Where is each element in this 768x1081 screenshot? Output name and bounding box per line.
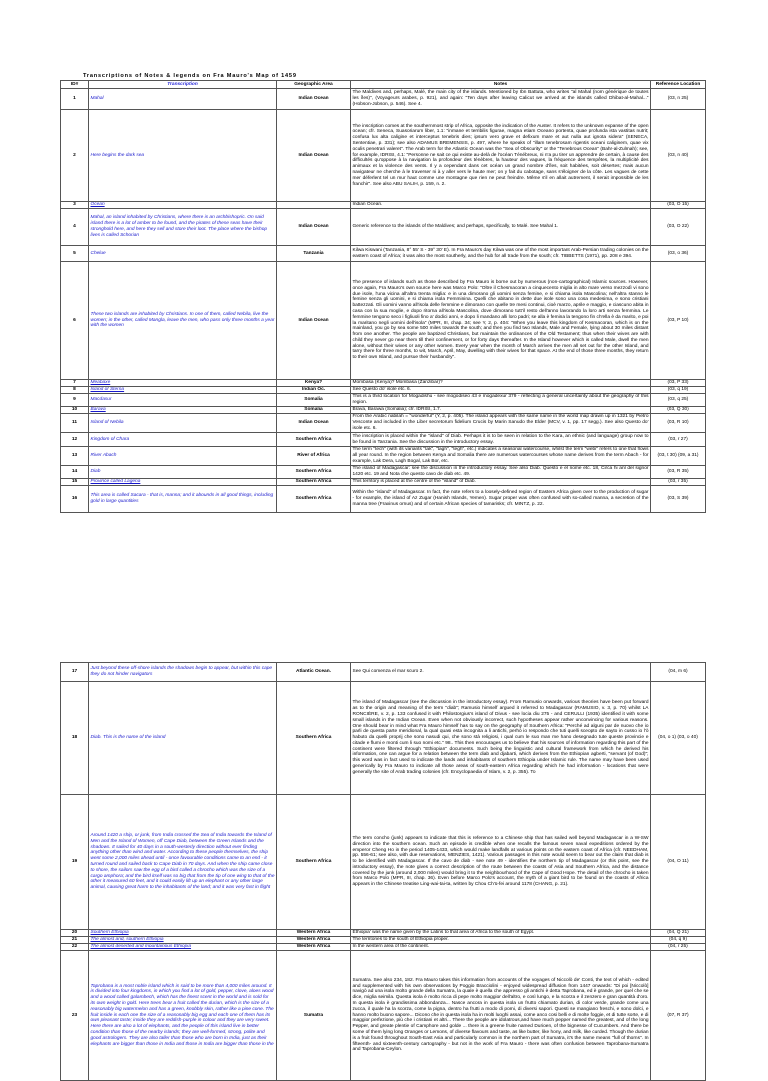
table-row xyxy=(61,202,706,209)
cell-geographic-area: Southern Africa xyxy=(277,466,351,479)
cell-reference-location: (03, O 15) xyxy=(651,202,706,209)
cell-id: 18 xyxy=(61,682,89,795)
cell-id: 13 xyxy=(61,447,89,466)
cell-notes: Generic reference to the islands of the Maldives; and perhaps, specifically, to Malé. See Mahal 1. xyxy=(351,209,651,246)
cell-id: 19 xyxy=(61,795,89,930)
cell-transcription: Macdasur xyxy=(89,394,277,407)
cell-reference-location: (03, Q 30) xyxy=(651,407,706,414)
table-row xyxy=(61,479,706,486)
cell-id: 14 xyxy=(61,466,89,479)
cell-transcription: Southern Ethiopia xyxy=(89,930,277,937)
cell-id: 1 xyxy=(61,89,89,110)
cell-notes: The inscription comes at the southernmost strip of Africa, opposite the indication of the Auster. It refers to the unknown expanse of the open ocean; cfr. Seneca, Suasoriarum liber, 1.1: "inmane et terribilis figurae, magna etiam Oceano portenta, quae profunda ista vastitas nutrit; confusa lux alta caligine et interceptus tenebris dies; ipsum vero grave et defixum mare et aut nulla aut ignota sidera" (SENECA, Sententiae, p. 331); see also ADAMUS BREMENSIS, p. 497, where he speaks of "illam tenebrosam rigentis oceani caliginem, quae vix oculis penetrari valeret". The Arab term for the Atlantic Ocean was the "Sea of Obscurity" or the "Tenebrous Ocean" (Bahr-al-Zulmah); see, for example, IDRISI, 4.1: "Personne ne sait ce qui existe au-delà de l'océan Ténébreux, ni n'a pu tirer un apprendre de certain, à cause des difficultés qu'oppose à la navigation la profondeur des ténèbres, la hauteur des vagues, la fréquence des tempêtes, la multiplicité des animaux et la violence des vents. Il y a cependant dans cet océan un grand nombre d'îles, soit habitées, soit désertes; mais aucun navigateur ne cherche à le traverser ni à y aller vers le haute mer; on y fait du cabotage, sans s'éloigner de la côte. Les vagues de cette mer déferlent tel un mur haut comme une montagne que rien ne peut freindre. Même s'il en allait autrement, il serait impossible de les franchir". See also ABU SALIH, p. 159, n. 2. xyxy=(351,110,651,202)
cell-reference-location: (03, P 10) xyxy=(651,262,706,380)
cell-notes: The island of Madagascar: see the discussion in the introductory essay. See also Diab. Questo e el nome etc. 18, Circa hi anl del signor 1420 etc. 19 and Nota che questo cavo de diab etc. 49. xyxy=(352,466,649,477)
table-row xyxy=(61,663,706,682)
cell-notes: The island of Madagascar (see the discussion in the introductory essay). From Ramusio onwards, various theories have been put forward as to the origin and meaning of the term "diab"; Ramusio himself argued it referred to Madagascar (RAMUSIO, v. 3, p. 70) whilst LA RONCIÈRE, v. 2, p. 133 confused it with Philostorgius's island of Divus - see locia diu 275 - and CERULLI (1935) identified it with some small islands in the Indian Ocean. Even when not obviously incorrect, such hypotheses appear rather unconvincing for various reasons. One should bear in mind what Fra Mauro himself has to say on the geography of Southern Africa: "Perché ad alguni par de nuovo che io parli de questa parte meridional, la qual quasi esta incognita a li antichi, perhò io respondo che tuti quelli sceopto de sayto in cusso io l'ò habuto da quelli proprij che sono nasudi qui, che sono stà religiosi, i qual cum le suo man me hano desegnado tute queste provincie e citade e flumi e monti cum li suo nomi etc." 98.. This then encourages us to believe that his sources of information regarding this part of the continent were filtered through "Ethiopian" documents. Such being the linguistic and cultural framework from which he derived his information, one can argue for a relation between the term diab and djabarti, which derives from the Ethiopian agberti, "servant (of God)"; this word was in fact used to indicate the lands and inhabitants of southern Ethiopia under Islamic rule. The name may have been used generically by Fra Mauro to indicate all those areas of south-eastern Africa regarding which he had information - locations that were generally the site of Arab trading colonies (cfr. Encyclopaedia of Islam, v. 2, p. 355). To xyxy=(351,682,651,795)
table-row xyxy=(61,447,706,466)
cell-reference-location: (03, O 22) xyxy=(651,209,706,246)
cell-geographic-area: Southern Africa xyxy=(277,682,351,795)
cell-id: 12 xyxy=(61,433,89,447)
cell-transcription: Province called Lagena xyxy=(89,479,277,486)
cell-notes: This is a third location for Mogadishu - see mogodiseo 43 e mogadexur 379 - reflecting a general uncertainty about the geography of this region. xyxy=(352,394,649,405)
cell-geographic-area: Southern Africa xyxy=(277,795,351,930)
cell-notes: The territories to the south of Ethiopia proper. xyxy=(351,937,651,944)
table-row xyxy=(61,387,706,394)
header-transcription: Transcription xyxy=(89,81,277,89)
sheet-page-2 xyxy=(60,662,705,1081)
cell-id: 11 xyxy=(61,414,89,433)
table-row xyxy=(61,209,706,246)
table-row xyxy=(61,466,706,479)
header-id: ID# xyxy=(61,81,89,89)
table-row xyxy=(61,433,706,447)
cell-notes: The term "tech" (with its variants "tak", "tagh", "tegh", etc.) indicates a seasonal watercourse, whilst the term "webi" refers to one that flows all year round. In the region between Kenya and Somalia there are numerous watercourses whose name derives from the term Abach - for example, Lak Dera, Lagh Bogal, Lak Bor, etc. xyxy=(352,447,649,464)
cell-transcription: Around 1420 a ship, or junk, from India crossed the Sea of India towards the Island of Men and the Island of Women, off Cape Diab, between the Green Islands and the shadows. It sailed for 40 days in a south-westerly direction without ever finding anything other than wind and water. According to these people themselves, the ship went some 2,000 miles ahead until - once favourable conditions came to an end - it turned round and sailed back to Cape Diab in 70 days. And when the ship came close to shore, the sailors saw the egg of a bird called a chrocho which was the size of a cargo amphora; and the bird itself was so big that from the tip of one wing to that of the other it measured 60 feet, and it could easily lift up an elephant or any other large animal, causing great harm to the inhabitants of the land; and it was very fast in flight xyxy=(89,795,277,930)
cell-id: 21 xyxy=(61,937,89,944)
cell-id: 2 xyxy=(61,110,89,202)
cell-transcription: Ocean xyxy=(89,202,277,209)
cell-id: 16 xyxy=(61,486,89,513)
cell-notes: Kilwa Kiswani (Tanzania, 8° 55' S - 39° 30' E). In Fra Mauro's day Kilwa was one of the most important Arab-Persian trading colonies on the eastern coast of Africa; it was also the most southerly, and the hub for all trade from the south; cfr. TIBBETTS (1971), pp. 208 e 394. xyxy=(351,246,651,262)
cell-notes: Within the "island" of Madagascar. In fact, the note refers to a loosely-defined region of Eastern Africa given over to the production of sugar - for example, the island of Az Zugar (Hanish Islands, Yemen). Sugar proper was often confused with so-called manna, a secretion of the manna tree (Fraxinus ornus) and of certain African species of tamarisks; cfr. MINTZ, p. 22. xyxy=(351,486,651,513)
cell-notes: Brava, Barawa (Somalia); cfr. IDRISI, 1.7. xyxy=(351,407,651,414)
cell-transcription: This area is called Sacara - that is, manna; and it abounds in all good things, including gold in large quantities xyxy=(89,486,277,513)
cell-geographic-area: Atlantic Ocean. xyxy=(277,663,351,682)
cell-id: 5 xyxy=(61,246,89,262)
cell-transcription: The almost arid, southern Ethiopia xyxy=(89,937,277,944)
table-row xyxy=(61,930,706,937)
cell-notes: The Maldives and, perhaps, Malé, the main city of the islands. Mentioned by Ibn Battuta, who writes "al Mahal (nom générique de toutes les îles)", (Voyageurs arabes, p. 921), and again: "Ten days after leaving Calicut we arrived at the islands called Dhibat-al-Mahal..." (Hobson-Jobson, p. 546). See 4. xyxy=(351,89,651,110)
cell-reference-location: (04, Q 21) xyxy=(651,930,706,937)
cell-transcription: Island of Nebila xyxy=(89,414,277,433)
cell-id: 22 xyxy=(61,944,89,951)
cell-transcription: Meabaxe xyxy=(89,380,277,387)
cell-notes: See Qui comenza el mar scuro 2. xyxy=(351,663,651,682)
cell-notes: Sumatra. See also 234, 182. Fra Mauro takes this information from accounts of the voyages of Niccolò de' Conti, the text of which - edited and supplemented with his own observations by Poggio Bracciolini - enjoyed widespread diffusion from 1447 onwards: "Di poi [Niccolò] navigò ad una isola molto grande della Sumatra, la quale è quella che appresso gli antichi è detta Taprobana, ed è grande, per quel che se dice, miglia seimila. Questa isola è molto ricca di pepe molto maggior dell'altro, e così lungo, e la scorza e il zenzero e gran quantità d'oro. In questa isola è grandissima abbondanza... Nasce ancora in questa isola un frutto chiamato durian, di color verde, grande come una zucca, il quale ha la scorza, come la pigna, dentro ha frutti a modo di pomi, di diversi sapori. Questi se mangiano freschi, e sono dolci, e hanno molto buono sapore... Dicono che in questa isola ha in molti luoghi assai, come anco cosi belli e di molte foggie, et di tutte sorte, e di maggior perfezione, più che i cristiani et altri... There the people are idolatrous,and have much pepper named the greatest, and of the long Pepper, and greate plentie of Camphore and golde ... there is a greene fruite named Durioen, of the bignesse of Cucumbers. And there be some of them lying long Oranges or Lemons, of diverse flavours and taste, as like butter, like hony, and milk, like curded. Though the durian is a fruit found throughout South-East Asia and particularly common in the northern part of Sumatra, it's the name means "full of thorns". In fifteenth- and sixteenth-century cartography - but not in the work of Fra Mauro - there was often confusion between Taprobana-Sumatra and Taprobana-Ceylon. xyxy=(351,951,651,1081)
table-row xyxy=(61,682,706,795)
cell-geographic-area: Somalia xyxy=(277,394,351,407)
cell-id: 7 xyxy=(61,380,89,387)
cell-notes: The term concho (junk) appears to indicate that this is reference to a Chinese ship that has sailed well beyond Madagascar in a W-SW direction into the southern ocean. Such an episode is credible when one recalls the famous seven naval expeditions ordered by the emperor Cheng Ho in the period 1405-1433, which would make landfalls at various points on the eastern coast of Africa (cfr. NEEDHAM, pp. 556-61; see also, with due reservations, MENZIES, 1421). Various passages in this note would seem to bear out the claim that diab is to be identified with Madagascar. If the cavo de diab - see note 49 - identifies the northern tip of Madagascar (or this point, see the introductory essay), the note gives a correct description of the route between the coasts of Asia and Southern Africa, and the distance covered by the junk (around 2,000 miles) would bring it to the neighbourhood of the Cape of Good Hope. The detail of the chrocho is taken from Marco Polo (MPR, III, chap. 36). Even before Marco Polo's account, the myth of a giant bird to be found on the coasts of Africa appears in the Chinese treatise Ling-wai-tai-ta, written by Chou Ch'ü-fei around 1178 (CHANG, p. 21). xyxy=(351,795,651,930)
table-row xyxy=(61,380,706,387)
cell-transcription: Diab xyxy=(89,466,277,479)
cell-transcription: Chelue xyxy=(89,246,277,262)
cell-reference-location: (03, R 35) xyxy=(651,466,706,479)
cell-geographic-area: Sumatra xyxy=(277,951,351,1081)
table-row xyxy=(61,407,706,414)
cell-id: 4 xyxy=(61,209,89,246)
cell-reference-location: (04, r 25) xyxy=(651,944,706,951)
cell-transcription: Here begins the dark sea xyxy=(89,110,277,202)
cell-geographic-area: River of Africa xyxy=(277,447,351,466)
cell-geographic-area: Southern Africa xyxy=(277,486,351,513)
cell-reference-location: (03, n 40) xyxy=(651,110,706,202)
cell-id: 3 xyxy=(61,202,89,209)
cell-transcription: Mahal, an island inhabited by Christians, where there is an archbishopric. On said island there is a lot of amber to be found, and the pirates of these seas have their stronghold here, and here they sell and store their loot. The place where the bishop lives is called Schorian xyxy=(89,209,277,246)
cell-geographic-area: Tanzania xyxy=(277,246,351,262)
table-row xyxy=(61,951,706,1081)
cell-notes: Indian Ocean. xyxy=(351,202,651,209)
table-row xyxy=(61,486,706,513)
notes-table-page-2 xyxy=(60,662,706,1081)
cell-id: 6 xyxy=(61,262,89,380)
table-body-page-1 xyxy=(61,89,706,513)
cell-notes: From the Arabic nabilah = "wonderful" (Y, 2, p. 405). The island appears with the same name in the world map drawn up in 1321 by Pietro Vesconte and included in the Liber secretorum fidelium Crucis by Marin Sanudo the Elder (MCV, v. 1, pp. 17 segg.). See also Questo do' isole etc. 6. xyxy=(352,414,649,431)
cell-transcription: Just beyond these off-shore islands the shadows begin to appear, but within this cape they do not hinder navigators xyxy=(89,663,277,682)
document-title: Transcriptions of Notes & legends on Fra Mauro's Map of 1459 xyxy=(83,73,297,79)
cell-geographic-area: Indian Ocean xyxy=(277,89,351,110)
cell-notes: This territory is placed at the centre of the "island" of Diab. xyxy=(351,479,651,486)
cell-geographic-area: Kenya? xyxy=(277,380,351,387)
header-notes: Notes xyxy=(351,81,651,89)
table-row xyxy=(61,414,706,433)
cell-transcription: These two islands are inhabited by Christians. In one of them, called Nebila, live the women; in the other, called Mangla, leave the men, who pass only three months a year with the women xyxy=(89,262,277,380)
cell-geographic-area xyxy=(277,202,351,209)
notes-table-page-1 xyxy=(60,80,706,513)
cell-transcription: The almost deserted and mountainous Ethiopia xyxy=(89,944,277,951)
cell-reference-location: (03, r 27) xyxy=(651,433,706,447)
table-row xyxy=(61,795,706,930)
sheet-page-1 xyxy=(60,72,705,513)
cell-transcription: Kingdom of Chara xyxy=(89,433,277,447)
table-row xyxy=(61,89,706,110)
cell-reference-location: (03, q 25) xyxy=(651,394,706,407)
cell-notes: The presence of islands such as those described by Fra Mauro is borne out by numerous (non-cartographical) Islamic sources. However, once again, Fra Mauro's own source here was Marco Polo: "Oltre il Chesmacoran a cinquecento miglia in alto mare verso mezzodì vi sono due isole, l'una vicina all'altra trenta miglia: e in una dimorano gli uomini senza femine, e si chiama isola Mascolina; nell'altra stanno le femine senza gli uomini, e si chiama isola Femminina. Quelli che abitano in dette due isole sono una cosa medesima, e sono cristiani battezzati. Gli uomini vanno all'isola delle femmine e dimorano con quelle tre mesi continui, cioè marzo, aprile e maggio, e ciascuno abita in casa con la sua moglie, e dopo ritorna all'isola Mascolina, dove dimorano tutt'il resto dell'anno lavorando la loro arti senza femmina. Le femmine tengono seco i figliuoli fino a' dodici anni, e dopo li mandano alli loro padri; se alla è femina la tengono fin ch'ella è da marito, e poi la maritano negli uomini dell'isola" (MPR, III, chap. 34; see Y, 2, p. 404: "When you leave this kingdom of Kesmacoran, which is on the mainland, you go by sea some 500 miles towards the south; and then you find two Islands, Male and Female, lying about 30 miles distant from one another. The people are baptized Christians, but maintain the ordinances of the Old Testament; thus when their wives are with child they never go near them till their confinement, or for forty days thereafter. In the Island however which is called Male, dwell the men alone, without their wives or any other women. Every year when the month of March arrives the men all set out for the other Island, and tarry there for three months, to wit, March, April, May, dwelling with their wives for that space. At the end of those three months, they return to their own Island, and pursue their husbandry". xyxy=(351,262,651,380)
cell-geographic-area: Indian Oc. xyxy=(277,387,351,394)
cell-reference-location: (04, o 1) (03, o 40) xyxy=(651,682,706,795)
cell-transcription: Island of Sterna xyxy=(89,387,277,394)
cell-reference-location: (03, r 35) xyxy=(651,479,706,486)
cell-reference-location: (03, q 19) xyxy=(651,387,706,394)
cell-geographic-area: Indian Ocean xyxy=(277,110,351,202)
cell-reference-location: (03, t 30) (09, a 31) xyxy=(651,447,706,466)
table-row xyxy=(61,944,706,951)
cell-transcription: Taprobana is a most noble island which is said to be more than 4,000 miles around. It is divided into four kingdoms, in which you find a lot of gold, pepper, clove, aloes wood and a wood called galambech, which has the finest scent in the world and is sold for its own weight in gold. Here trees bear a fruit called the durian, which is the size of a reasonably big watermelon and has a green, knobbly skin, rather like a pine cone. The fruit inside is each one the size of a reasonably big egg and each one of them has its own pleasant taste; inside they are reddish-purple in colour and they are very sweet. Here there are also a lot of elephants, and the people of this island live in better condition than those of the nearby islands; they are well-formed, strong, polite and good astrologers. They are also taller than those who are born in India, just as their elephants are bigger than those in India and those in India are bigger than those in the xyxy=(89,951,277,1081)
cell-reference-location: (07, R 37) xyxy=(651,951,706,1081)
cell-transcription: River Abach xyxy=(89,447,277,466)
table-row xyxy=(61,262,706,380)
cell-reference-location: (03, n 25) xyxy=(651,89,706,110)
table-row xyxy=(61,246,706,262)
cell-geographic-area: Indian Ocean xyxy=(277,414,351,433)
cell-transcription: Barava xyxy=(89,407,277,414)
cell-reference-location: (03, P 33) xyxy=(651,380,706,387)
cell-id: 10 xyxy=(61,407,89,414)
cell-geographic-area: Western Africa xyxy=(277,937,351,944)
table-row xyxy=(61,394,706,407)
cell-id: 17 xyxy=(61,663,89,682)
table-row xyxy=(61,937,706,944)
cell-geographic-area: Indian Ocean xyxy=(277,262,351,380)
cell-id: 8 xyxy=(61,387,89,394)
cell-reference-location: (03, o 36) xyxy=(651,246,706,262)
cell-geographic-area: Southern Africa xyxy=(277,433,351,447)
cell-id: 15 xyxy=(61,479,89,486)
cell-geographic-area: Southern Africa xyxy=(277,479,351,486)
cell-reference-location: (04, m 6) xyxy=(651,663,706,682)
cell-notes: In the western area of the continent. xyxy=(351,944,651,951)
table-row xyxy=(61,110,706,202)
cell-id: 23 xyxy=(61,951,89,1081)
cell-reference-location: (04, q 9) xyxy=(651,937,706,944)
cell-notes: Ethiopia' was the name given by the Latins to that area of Africa to the south of Egypt. xyxy=(351,930,651,937)
cell-geographic-area: Western Africa xyxy=(277,944,351,951)
cell-geographic-area: Western Africa xyxy=(277,930,351,937)
cell-notes: The inscription is placed within the "island" of Diab. Perhaps it is to be seen in relation to the Kara, an ethnic (and language) group now to be found in Tanzania. See the discussion in the introductory essay. xyxy=(352,433,649,445)
header-reference-location: Reference Location xyxy=(651,81,706,89)
cell-reference-location: (04, O 11) xyxy=(651,795,706,930)
cell-geographic-area: Somalia xyxy=(277,407,351,414)
cell-reference-location: (03, S 39) xyxy=(651,486,706,513)
cell-reference-location: (03, R 10) xyxy=(651,414,706,433)
table-header-row xyxy=(61,81,706,89)
table-body-page-2 xyxy=(61,663,706,1081)
cell-notes: Mombasa (Kenya)? Mombasa (Zanzibar)? xyxy=(351,380,651,387)
cell-notes: See Questo do' isole etc. 6. xyxy=(351,387,651,394)
cell-transcription: Diab. This is the name of the island xyxy=(89,682,277,795)
cell-transcription: Mahal xyxy=(89,89,277,110)
cell-id: 9 xyxy=(61,394,89,407)
cell-geographic-area: Indian Ocean xyxy=(277,209,351,246)
header-geographic-area: Geographic Area xyxy=(277,81,351,89)
cell-id: 20 xyxy=(61,930,89,937)
